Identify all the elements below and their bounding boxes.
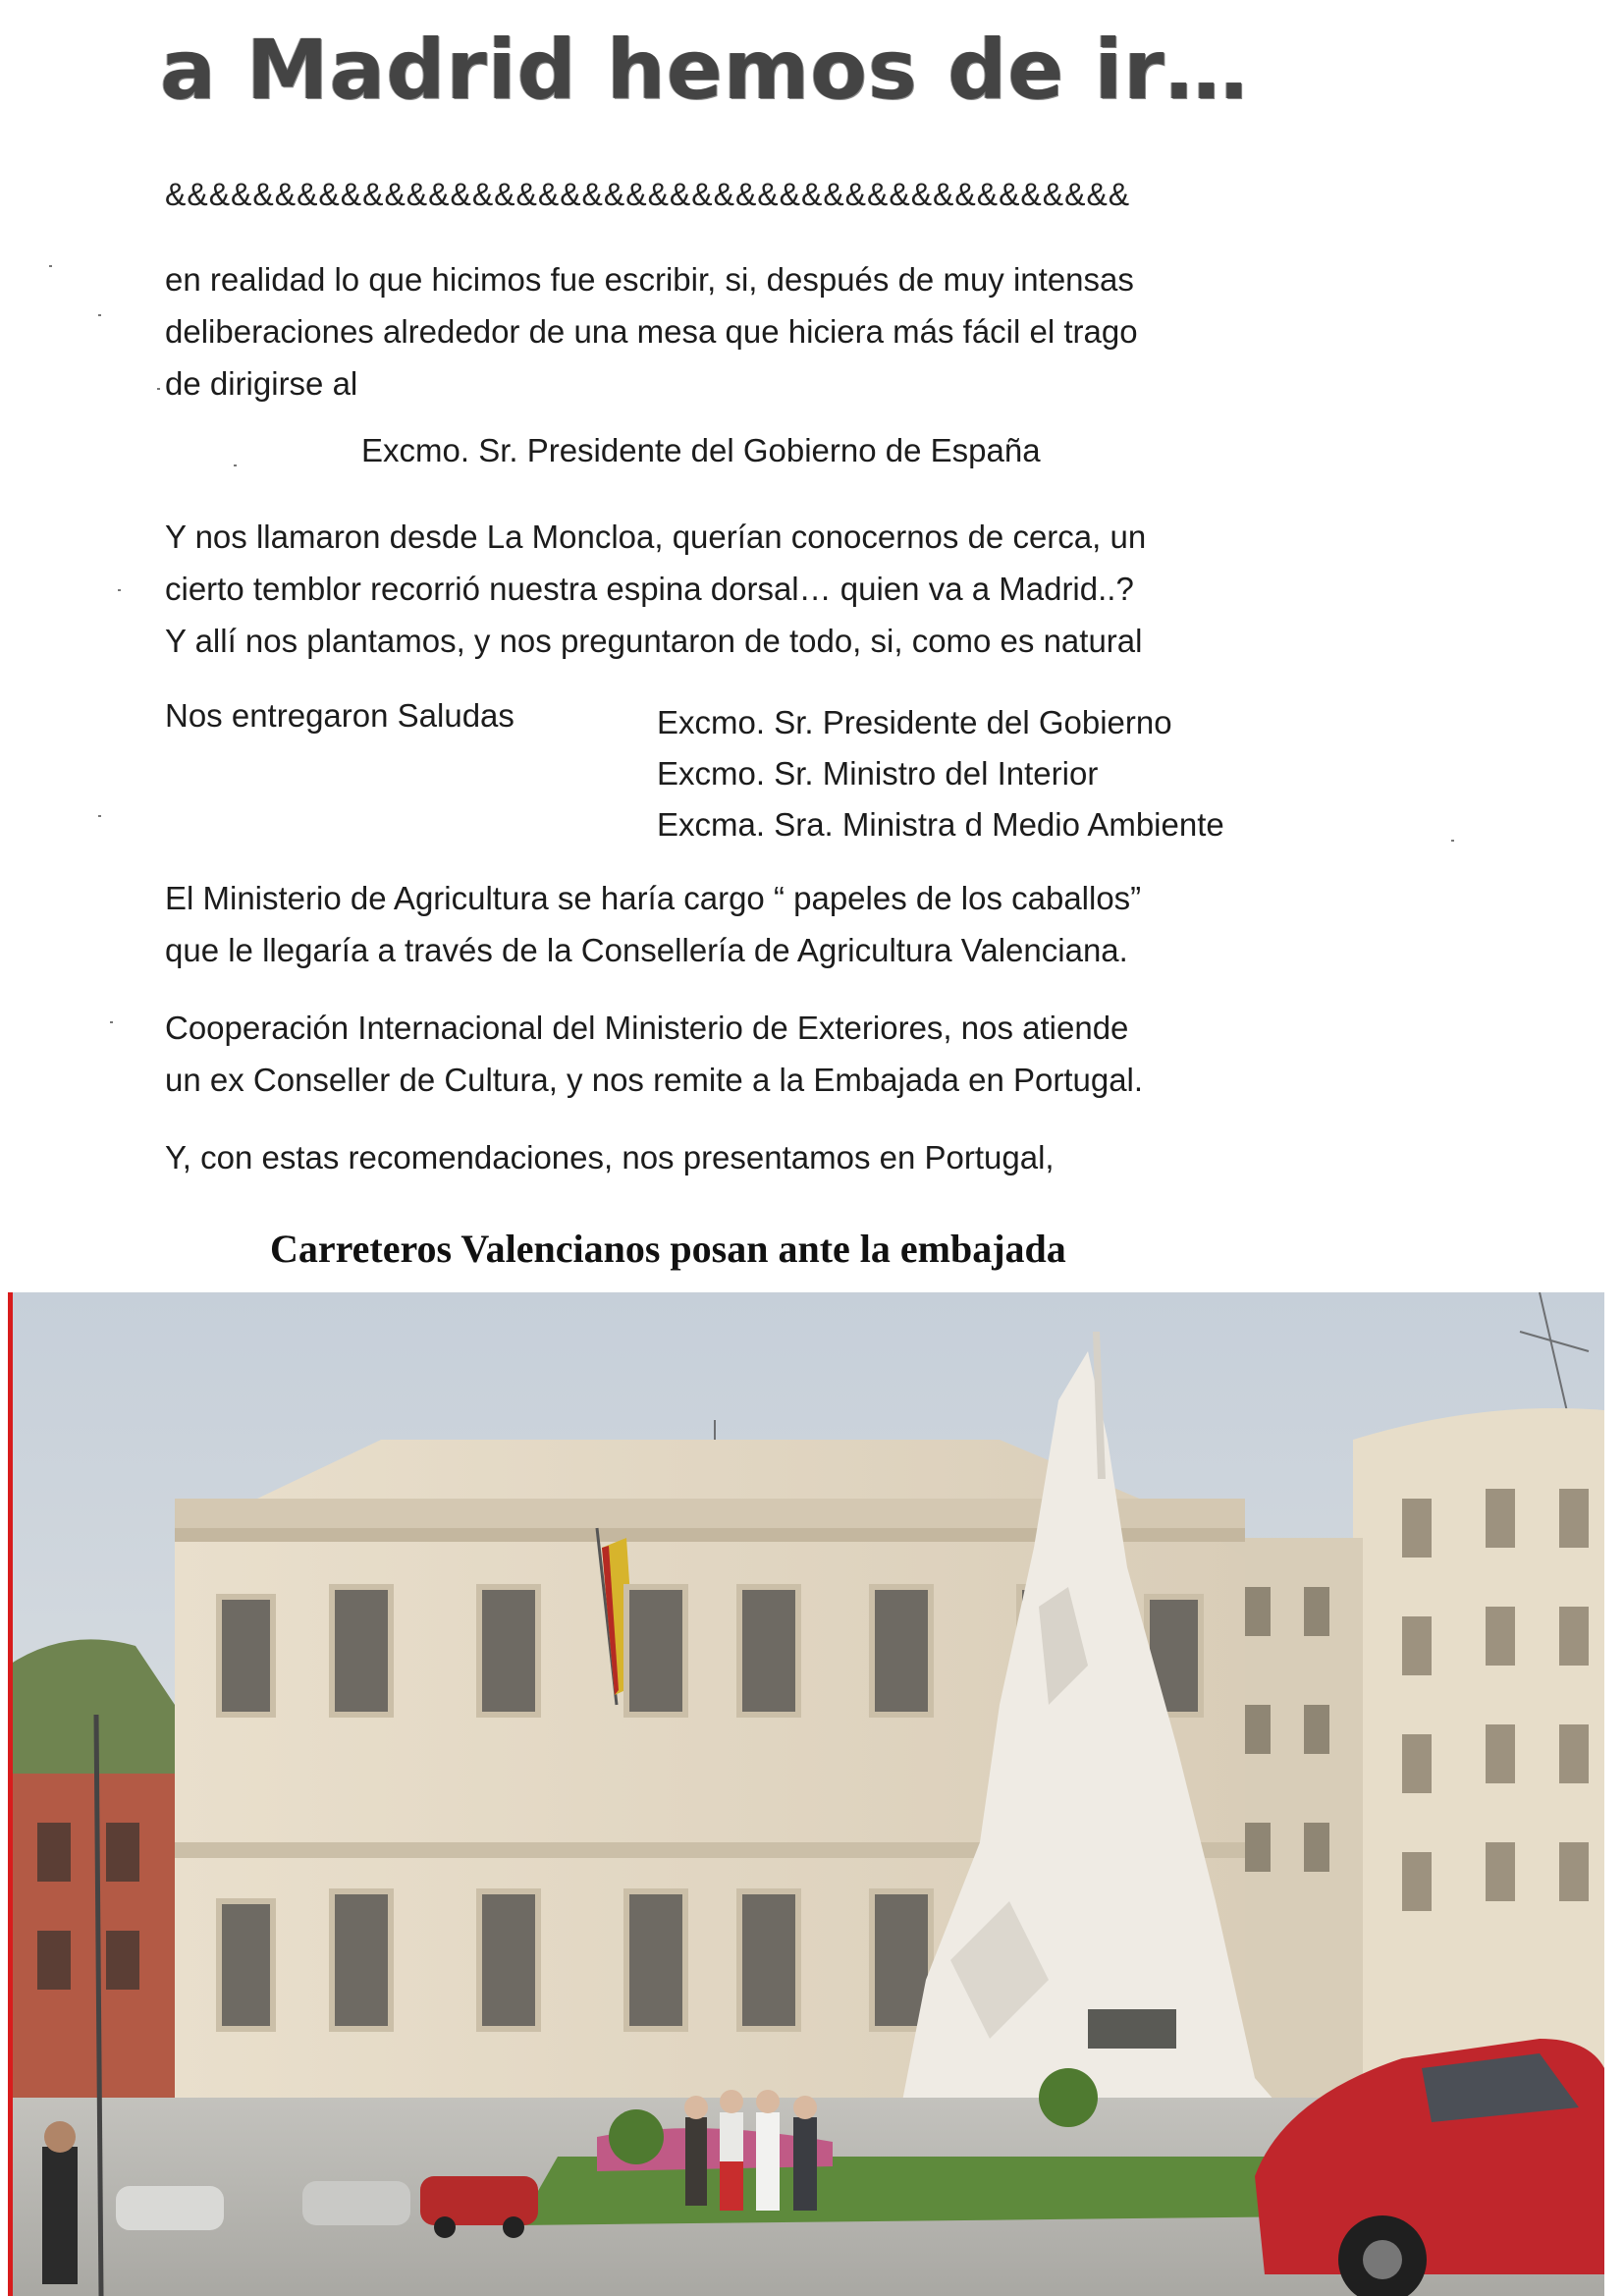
scan-speck xyxy=(118,589,121,591)
scan-speck xyxy=(98,314,101,316)
text-line: que le llegaría a través de la Consellería de Agricultura Valenciana. xyxy=(165,932,1128,968)
scan-speck xyxy=(110,1021,113,1023)
saludas-item: Excma. Sra. Ministra d Medio Ambiente xyxy=(657,806,1224,843)
red-edge-mark xyxy=(8,1292,13,2296)
scan-speck xyxy=(98,815,101,817)
saludas-item: Excmo. Sr. Ministro del Interior xyxy=(657,755,1099,792)
scan-speck xyxy=(1451,840,1454,842)
saludas-item: Excmo. Sr. Presidente del Gobierno xyxy=(657,704,1172,740)
text-line: Y nos llamaron desde La Moncloa, querían conocernos de cerca, un xyxy=(165,519,1147,555)
text-line: El Ministerio de Agricultura se haría cargo “ papeles de los caballos” xyxy=(165,880,1142,916)
text-line: cierto temblor recorrió nuestra espina dorsal… quien va a Madrid..? xyxy=(165,571,1134,607)
separator-line: &&&&&&&&&&&&&&&&&&&&&&&&&&&&&&&&&&&&&&&&&&&& xyxy=(165,177,1131,212)
text-line: en realidad lo que hicimos fue escribir, si, después de muy intensas xyxy=(165,261,1134,298)
scan-speck xyxy=(49,265,52,267)
embassy-photo xyxy=(8,1292,1604,2296)
document-title: a Madrid hemos de ir… xyxy=(160,22,1249,118)
text-line: Cooperación Internacional del Ministerio de Exteriores, nos atiende xyxy=(165,1010,1129,1046)
saludas-label: Nos entregaron Saludas xyxy=(165,697,514,734)
text-line: Y, con estas recomendaciones, nos presentamos en Portugal, xyxy=(165,1139,1055,1175)
text-line: Y allí nos plantamos, y nos preguntaron de todo, si, como es natural xyxy=(165,623,1143,659)
paragraph-intro xyxy=(165,253,1138,410)
addressee-line: Excmo. Sr. Presidente del Gobierno de España xyxy=(361,432,1041,468)
paragraph-exteriores xyxy=(165,1002,1143,1106)
saludas-list xyxy=(657,697,1224,850)
paragraph-agricultura xyxy=(165,872,1141,976)
pedestrian xyxy=(42,2121,78,2284)
text-line: un ex Conseller de Cultura, y nos remite a la Embajada en Portugal. xyxy=(165,1062,1144,1098)
text-line: de dirigirse al xyxy=(165,365,358,402)
text-line: deliberaciones alrededor de una mesa que hiciera más fácil el trago xyxy=(165,313,1138,350)
photo-caption: Carreteros Valencianos posan ante la embajada xyxy=(270,1227,1066,1271)
embassy-photo-drawing xyxy=(8,1292,1604,2296)
paragraph-portugal xyxy=(165,1131,1055,1183)
paragraph-moncloa xyxy=(165,511,1146,667)
scan-speck xyxy=(157,388,160,390)
scan-speck xyxy=(234,465,237,466)
